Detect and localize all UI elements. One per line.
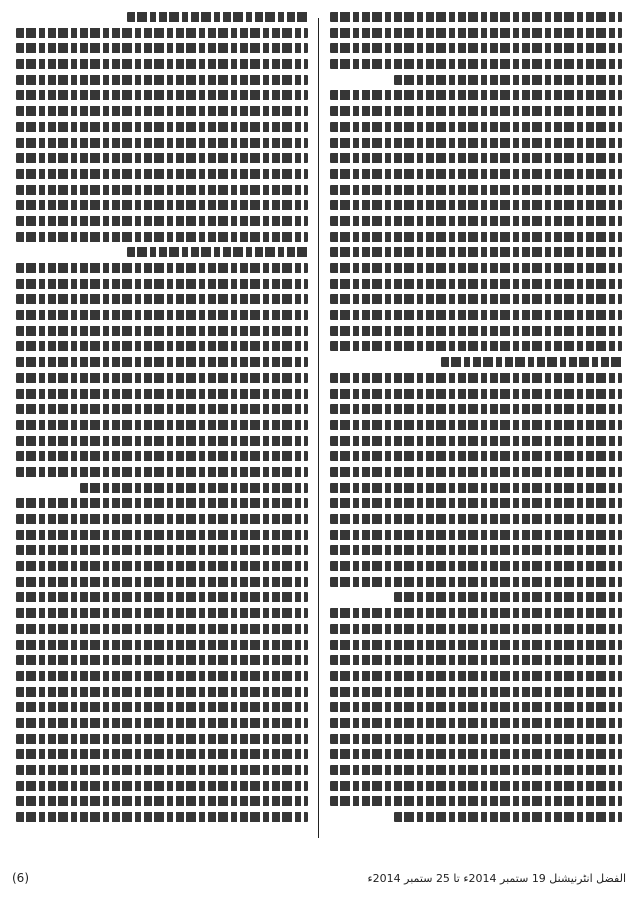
text-line [330,483,622,493]
text-line [330,451,622,461]
text-line [16,216,308,226]
text-line [16,765,308,775]
text-line [330,608,622,618]
left-text-column [16,12,308,850]
text-line [330,185,622,195]
text-line [16,420,308,430]
right-text-column [330,12,622,850]
text-line [16,389,308,399]
text-line [16,138,308,148]
text-line [16,640,308,650]
text-line [16,153,308,163]
text-line [16,75,308,85]
text-line [330,122,622,132]
text-line [16,294,308,304]
text-line [16,734,308,744]
text-line [16,326,308,336]
text-line [16,28,308,38]
text-line [16,718,308,728]
text-line [16,122,308,132]
text-line [330,765,622,775]
text-line [16,796,308,806]
text-line [16,781,308,791]
text-line [16,169,308,179]
text-line [330,545,622,555]
text-line [330,781,622,791]
urdu-body-text-left [16,12,308,850]
text-line [330,624,622,634]
text-line [16,498,308,508]
text-line [330,530,622,540]
text-line [16,687,308,697]
text-line [330,671,622,681]
text-line [330,294,622,304]
text-line [16,702,308,712]
text-line [16,310,308,320]
text-line [16,514,308,524]
text-line [330,561,622,571]
text-line [16,608,308,618]
text-line [330,169,622,179]
text-line [330,90,622,100]
text-line [330,640,622,650]
text-line [16,232,308,242]
text-line [16,357,308,367]
text-line [16,561,308,571]
text-line [330,326,622,336]
page-footer [12,868,626,888]
text-line [330,216,622,226]
text-line [330,577,622,587]
text-line [330,232,622,242]
text-line [441,357,622,367]
text-line [330,734,622,744]
text-line [16,341,308,351]
text-line [330,153,622,163]
text-line [394,75,622,85]
text-line [330,138,622,148]
text-line [330,200,622,210]
text-line [16,90,308,100]
text-line [127,12,308,22]
text-line [16,530,308,540]
text-line [16,200,308,210]
text-line [16,43,308,53]
text-line [16,279,308,289]
text-line [330,514,622,524]
text-line [16,106,308,116]
text-line [394,592,622,602]
text-line [16,671,308,681]
text-line [330,28,622,38]
text-line [80,483,308,493]
text-line [16,545,308,555]
text-line [330,106,622,116]
text-line [394,812,622,822]
text-line [16,436,308,446]
text-line [330,718,622,728]
text-line [330,702,622,712]
text-line [330,373,622,383]
text-line [16,577,308,587]
text-line [16,263,308,273]
text-line [330,436,622,446]
text-line [330,749,622,759]
text-line [330,279,622,289]
text-line [16,59,308,69]
text-line [330,59,622,69]
text-line [330,310,622,320]
text-line [16,655,308,665]
text-line [330,420,622,430]
newspaper-page [16,12,622,850]
column-divider [318,18,319,838]
urdu-body-text-right [330,12,622,850]
text-line [16,404,308,414]
text-line [330,687,622,697]
text-line [127,247,308,257]
text-line [16,749,308,759]
text-line [330,12,622,22]
text-line [330,498,622,508]
text-line [330,43,622,53]
text-line [330,796,622,806]
text-line [16,592,308,602]
text-line [16,451,308,461]
text-line [330,389,622,399]
page-number: (6) [12,871,29,885]
text-line [330,341,622,351]
text-line [330,655,622,665]
text-line [16,185,308,195]
publication-issue-line: الفضل انٹرنیشنل 19 ستمبر 2014ء تا 25 ستمبر 2014ء [367,871,626,885]
text-line [16,467,308,477]
text-line [330,467,622,477]
text-line [330,247,622,257]
text-line [16,812,308,822]
text-line [16,373,308,383]
text-line [330,263,622,273]
text-line [16,624,308,634]
text-line [330,404,622,414]
